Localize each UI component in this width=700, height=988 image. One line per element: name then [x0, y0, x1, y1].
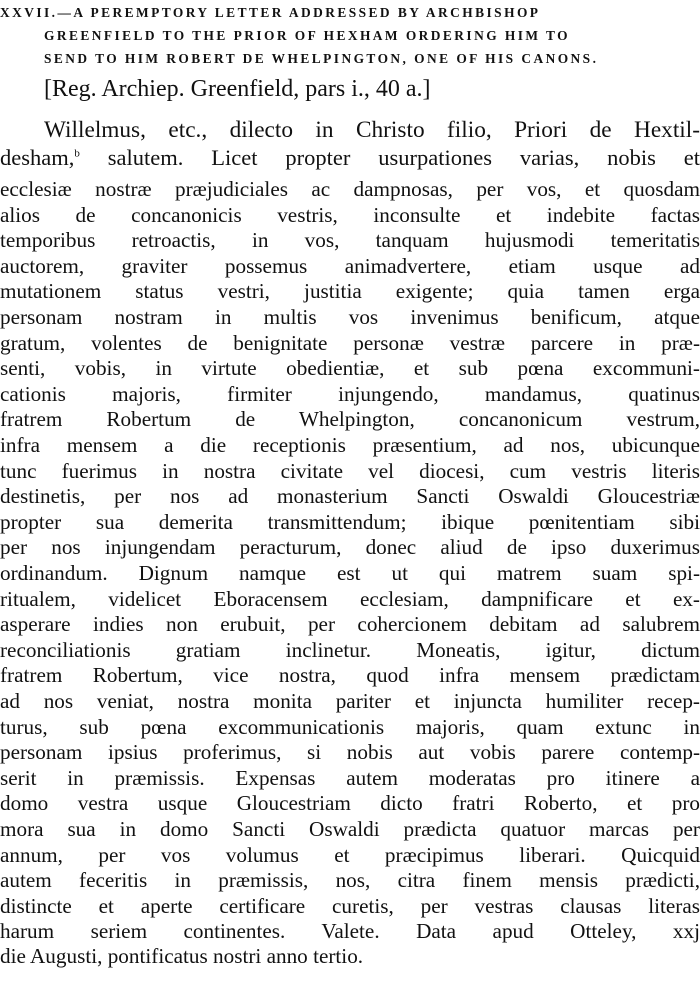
body-line: propter sua demerita transmittendum; ibique pœnitentiam sibi: [0, 509, 700, 534]
body-line: mutationem status vestri, justitia exigente; quia tamen erga: [0, 279, 700, 304]
body-last-line: die Augusti, pontificatus nostri anno tertio.: [0, 944, 364, 968]
body-line: harum seriem continentes. Valete. Data apud Otteley, xxj: [0, 919, 700, 944]
body-line: domo vestra usque Gloucestriam dicto fratri Roberto, et pro: [0, 791, 700, 816]
body-line-2-start: desham,: [0, 145, 75, 170]
body-line: ordinandum. Dignum namque est ut qui matrem suam spi-: [0, 561, 700, 585]
body-line: fratrem Robertum de Whelpington, concanonicum vestrum,: [0, 407, 700, 432]
body-line: cationis majoris, firmiter injungendo, mandamus, quatinus: [0, 381, 700, 406]
body-line: autem feceritis in præmissis, nos, citra finem mensis prædicti,: [0, 868, 700, 893]
heading-line-2: GREENFIELD TO THE PRIOR OF HEXHAM ORDERING HIM TO: [44, 28, 571, 43]
body-line: turus, sub pœna excommunicationis majoris, quam extunc in: [0, 714, 700, 739]
body-line: annum, per vos volumus et præcipimus liberari. Quicquid: [0, 842, 700, 867]
body-line: alios de concanonicis vestris, inconsulte et indebite factas: [0, 202, 700, 227]
body-line: personam ipsius proferimus, si nobis aut vobis parere contemp-: [0, 740, 700, 765]
body-line: destinetis, per nos ad monasterium Sancti Oswaldi Gloucestriæ: [0, 484, 700, 509]
body-line: ecclesiæ nostræ præjudiciales ac dampnosas, per vos, et quosdam: [0, 177, 700, 201]
register-reference: [Reg. Archiep. Greenfield, pars i., 40 a.]: [44, 76, 431, 102]
body-line: temporibus retroactis, in vos, tanquam hujusmodi temeritatis: [0, 228, 700, 253]
body-line: infra mensem a die receptionis præsentium, ad nos, ubicunque: [0, 433, 700, 457]
body-line: mora sua in domo Sancti Oswaldi prædicta quatuor marcas per: [0, 817, 700, 841]
heading-line-1: XXVII.—A PEREMPTORY LETTER ADDRESSED BY ARCHBISHOP: [0, 5, 541, 20]
body-line: asperare indies non erubuit, per cohercionem debitam ad salubrem: [0, 612, 700, 637]
body-line-2: [0, 145, 700, 171]
body-line: gratum, volentes de benignitate personæ vestræ parcere in præ-: [0, 330, 700, 355]
body-line-2-end: salutem. Licet propter usurpationes varias, nobis et: [79, 145, 700, 170]
body-line: serit in præmissis. Expensas autem moderatas pro itinere a: [0, 765, 700, 790]
body-line: auctorem, graviter possemus animadvertere, etiam usque ad: [0, 253, 700, 278]
body-line: distincte et aperte certificare curetis, per vestras clausas literas: [0, 893, 700, 918]
letter-body: [0, 112, 700, 988]
body-line: personam nostram in multis vos invenimus benificum, atque: [0, 305, 700, 329]
body-line-1: Willelmus, etc., dilecto in Christo filio, Priori de Hextil-: [44, 117, 700, 143]
body-line: tunc fuerimus in nostra civitate vel diocesi, cum vestris literis: [0, 458, 700, 483]
body-line: ad nos veniat, nostra monita pariter et injuncta humiliter recep-: [0, 689, 700, 713]
body-line: reconciliationis gratiam inclinetur. Moneatis, igitur, dictum: [0, 637, 700, 662]
body-line: per nos injungendam peracturum, donec aliud de ipso duxerimus: [0, 535, 700, 560]
body-line: fratrem Robertum, vice nostra, quod infra mensem prædictam: [0, 663, 700, 688]
heading-line-3: SEND TO HIM ROBERT DE WHELPINGTON, ONE OF HIS CANONS.: [44, 51, 599, 66]
footnote-marker: b: [74, 147, 80, 160]
body-line: senti, vobis, in virtute obedientiæ, et sub pœna excommuni-: [0, 356, 700, 381]
body-line: ritualem, videlicet Eboracensem ecclesiam, dampnificare et ex-: [0, 586, 700, 611]
letter-heading: [0, 0, 700, 110]
